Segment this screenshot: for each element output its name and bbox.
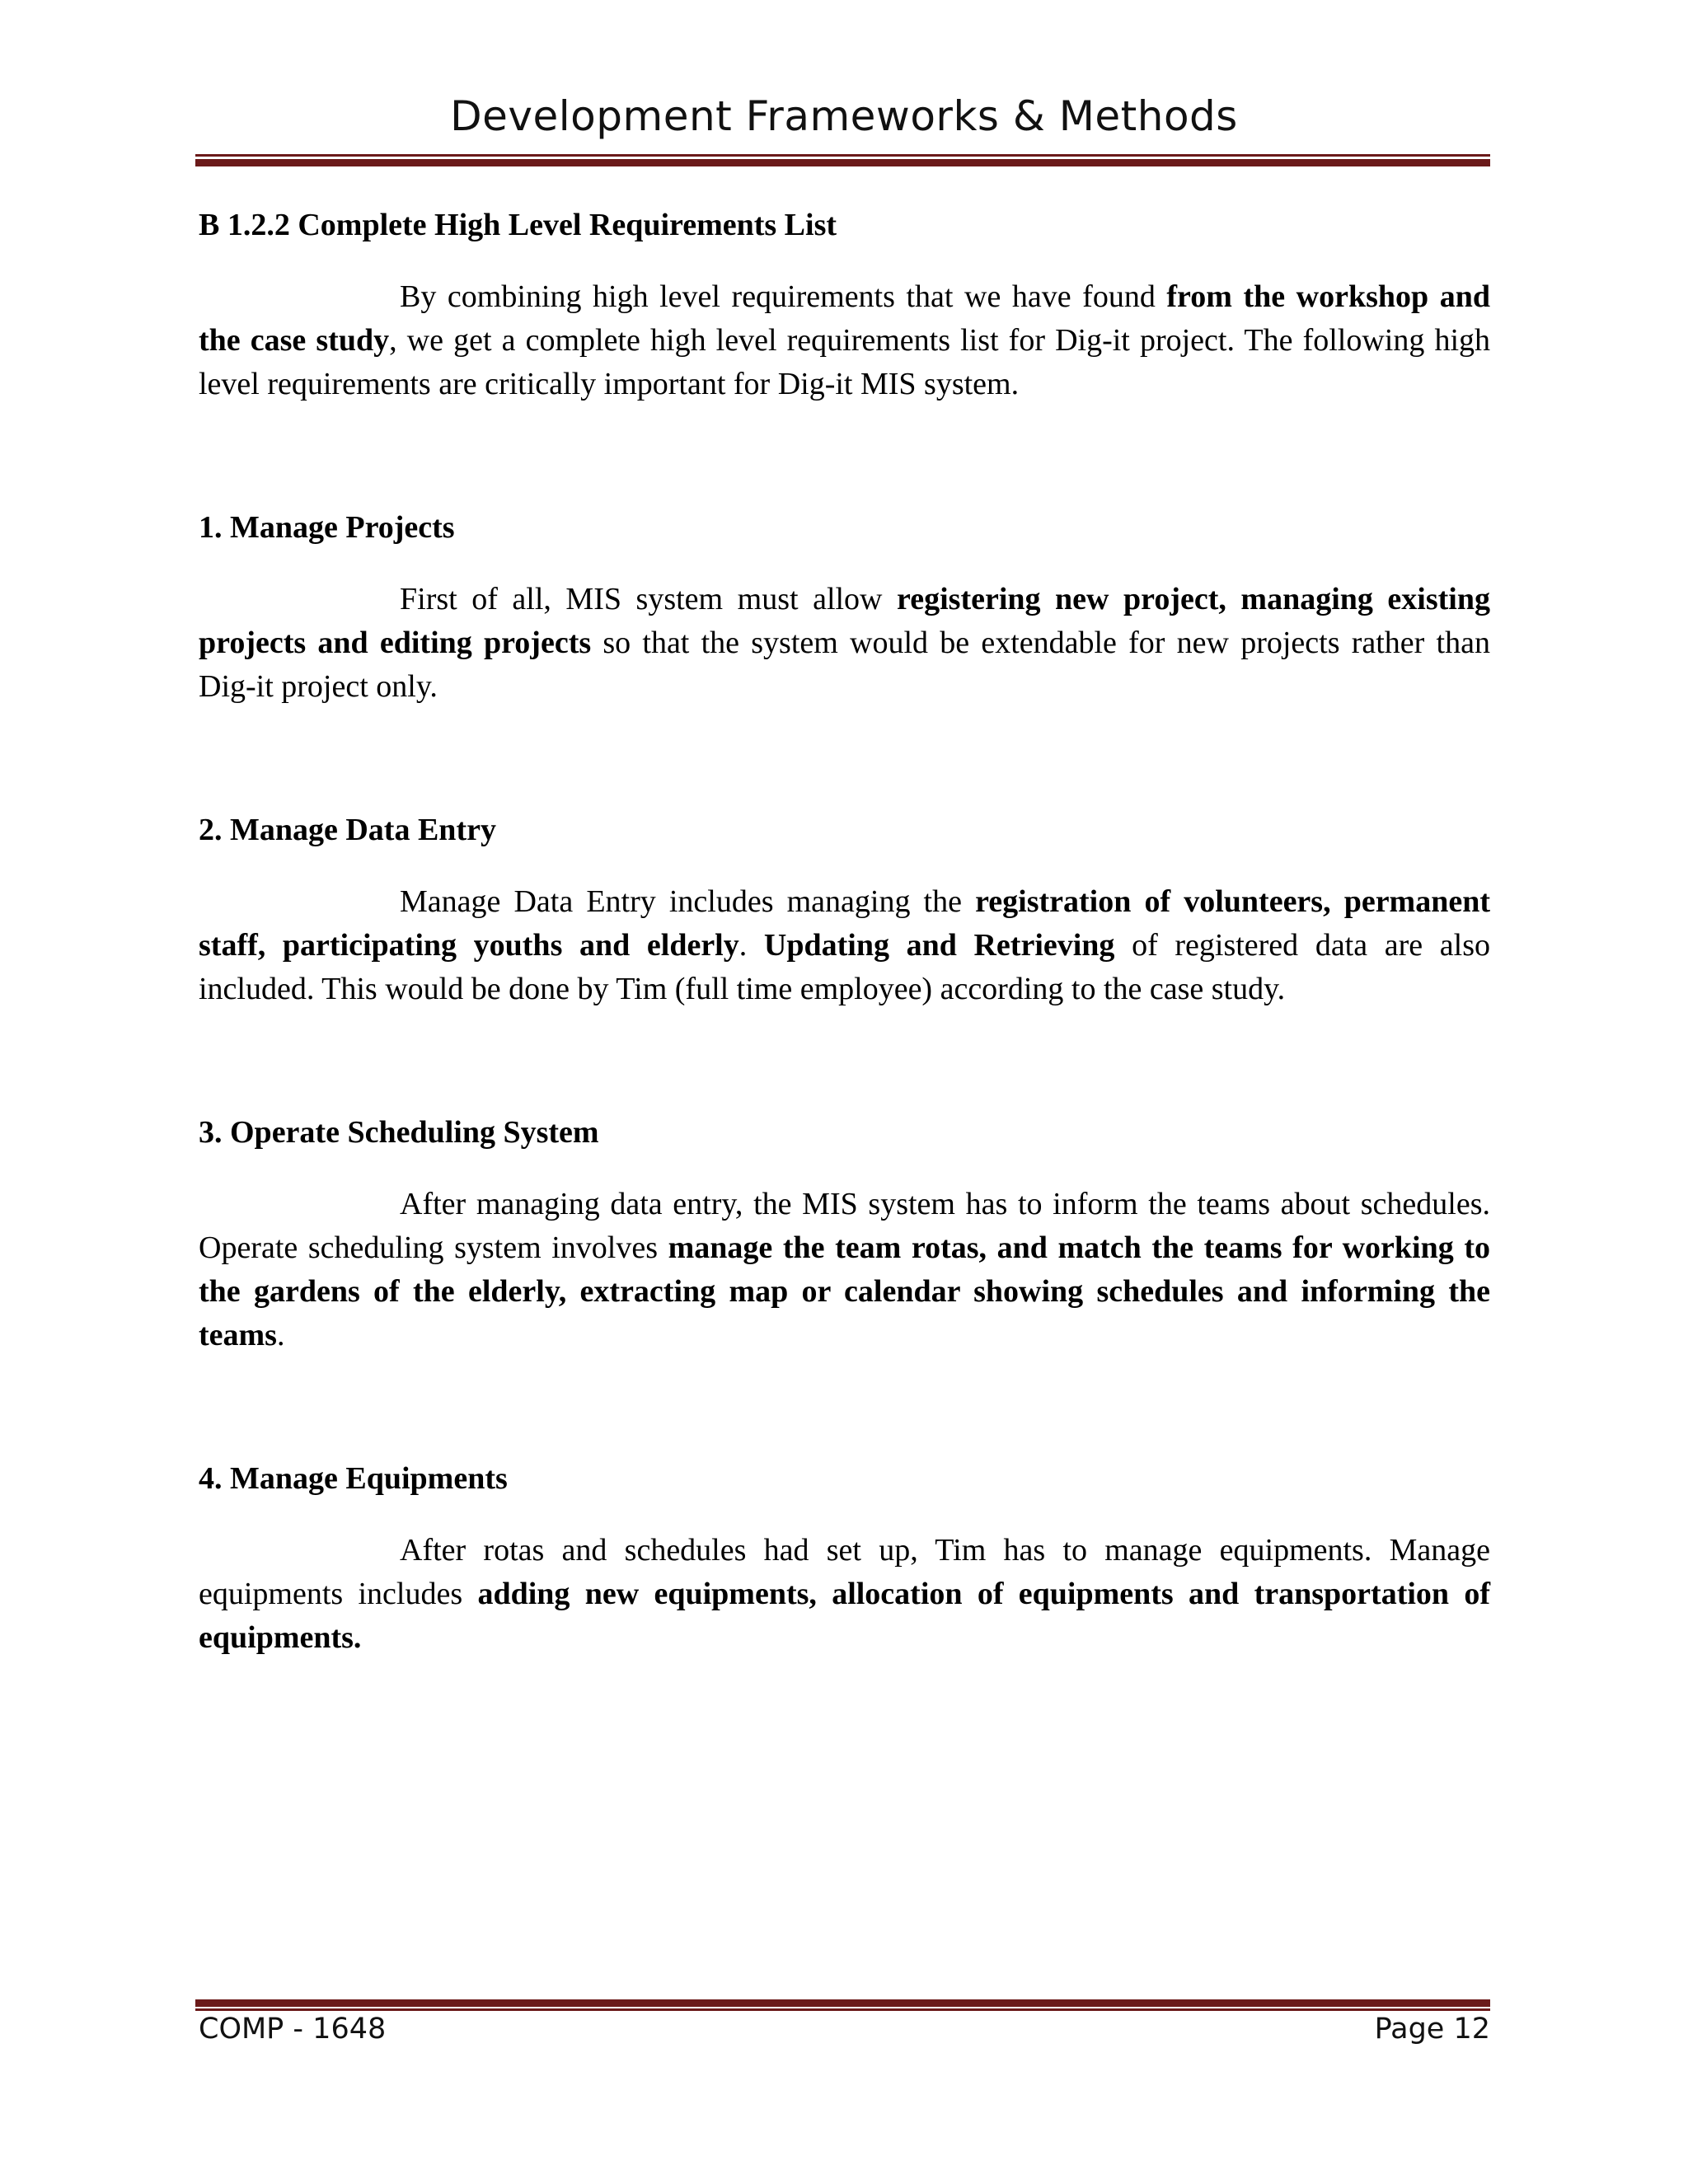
requirement-heading-operate-scheduling: 3. Operate Scheduling System bbox=[199, 1115, 599, 1150]
intro-text-1: By combining high level requirements that we have found bbox=[400, 279, 1167, 314]
req1-bold-1: registering new project, managing existing projects and editing projects bbox=[199, 582, 1490, 660]
header-rule-thin bbox=[195, 154, 1490, 157]
requirement-paragraph-operate-scheduling bbox=[199, 1183, 1490, 1357]
req3-text-2: . bbox=[276, 1318, 285, 1352]
footer-page-number: Page 12 bbox=[1374, 2013, 1490, 2046]
req2-text-2: . bbox=[738, 928, 764, 963]
footer-course-code: COMP - 1648 bbox=[199, 2013, 387, 2046]
section-heading: B 1.2.2 Complete High Level Requirements List bbox=[199, 208, 837, 242]
page-header-title: Development Frameworks & Methods bbox=[450, 92, 1238, 140]
requirement-heading-manage-projects: 1. Manage Projects bbox=[199, 510, 455, 545]
requirement-heading-manage-equipments: 4. Manage Equipments bbox=[199, 1461, 508, 1496]
intro-text-2: , we get a complete high level requirements list for Dig-it project. The following high level requirements are critically important for Dig-it MIS system. bbox=[199, 323, 1491, 401]
req2-text-1: Manage Data Entry includes managing the bbox=[400, 884, 976, 919]
req4-bold-1: adding new equipments, allocation of equipments and transportation of equipments. bbox=[199, 1577, 1490, 1655]
req1-text-2: so that the system would be extendable for new projects rather than Dig-it project only. bbox=[199, 626, 1490, 704]
page-content bbox=[199, 204, 1490, 1660]
req1-text-1: First of all, MIS system must allow bbox=[400, 582, 898, 616]
requirement-paragraph-manage-equipments bbox=[199, 1529, 1490, 1660]
req4-text-1: After rotas and schedules had set up, Tim has to manage equipments. Manage equipments includes bbox=[199, 1533, 1490, 1611]
req2-text-3: of registered data are also included. This would be done by Tim (full time employee) according to the case study. bbox=[199, 928, 1490, 1006]
footer-rule-thick bbox=[195, 1999, 1490, 2007]
header-rule-thick bbox=[195, 159, 1490, 166]
requirement-paragraph-manage-data-entry bbox=[199, 880, 1490, 1011]
req3-text-1: After managing data entry, the MIS system has to inform the teams about schedules. Operate scheduling system involves bbox=[199, 1187, 1490, 1265]
req2-bold-2: Updating and Retrieving bbox=[763, 928, 1115, 963]
req2-bold-1: registration of volunteers, permanent staff, participating youths and elderly bbox=[199, 884, 1490, 963]
requirement-heading-manage-data-entry: 2. Manage Data Entry bbox=[199, 813, 496, 847]
footer-rule-thin bbox=[195, 2008, 1490, 2011]
req3-bold-1: manage the team rotas, and match the teams for working to the gardens of the elderly, extracting map or calendar showing schedules and informing the teams bbox=[199, 1230, 1491, 1352]
requirement-paragraph-manage-projects bbox=[199, 578, 1490, 709]
intro-bold-1: from the workshop and the case study bbox=[199, 279, 1490, 358]
intro-paragraph bbox=[199, 275, 1490, 406]
